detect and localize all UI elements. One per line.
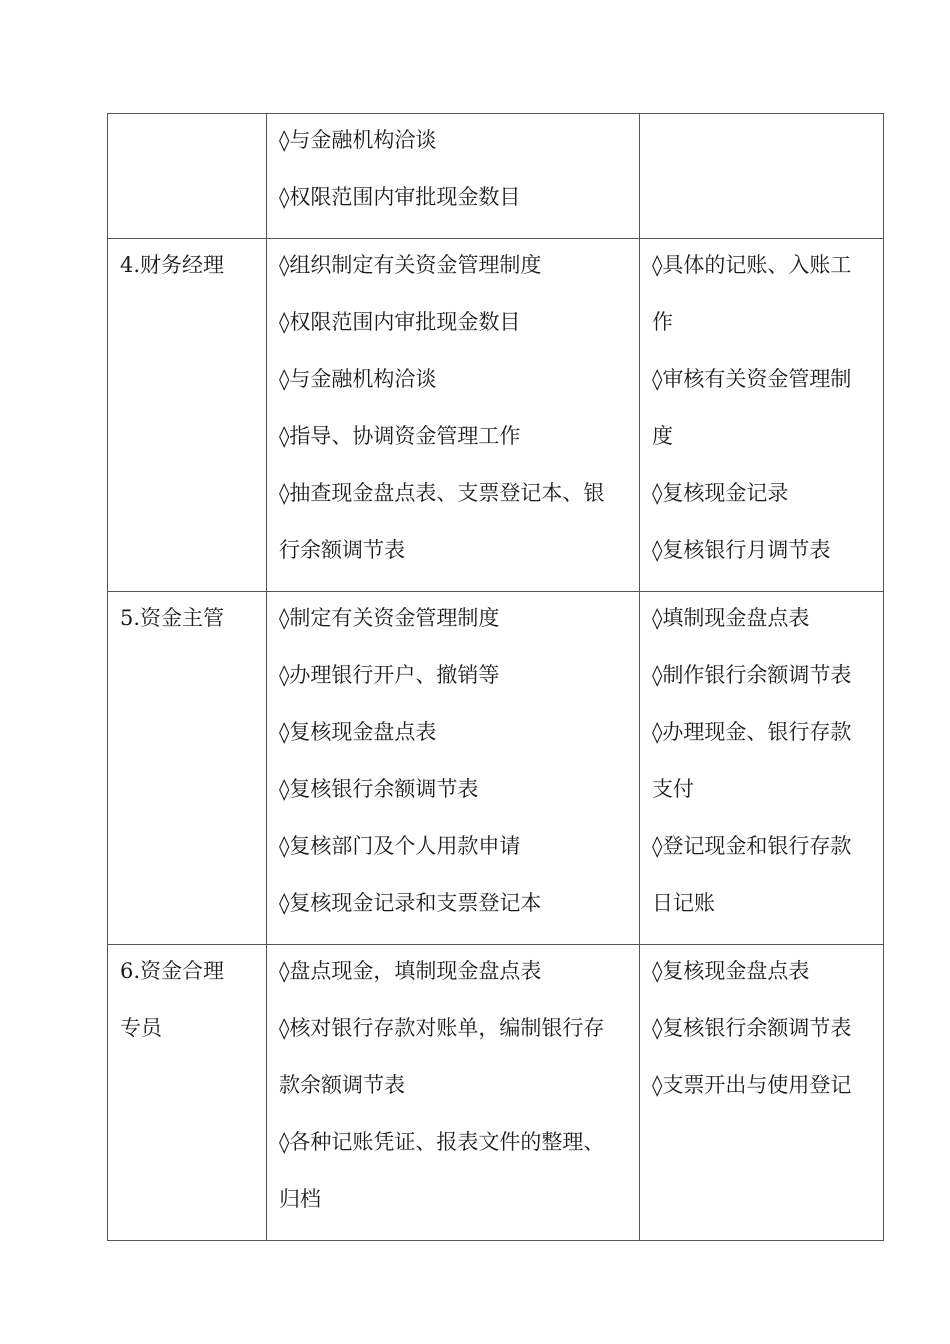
table-line: ◊指导、协调资金管理工作 [279, 424, 521, 448]
table-line: ◊复核现金盘点表 [652, 959, 810, 983]
table-line: 作 [652, 310, 673, 334]
table-line: ◊填制现金盘点表 [652, 606, 810, 630]
table-line: ◊登记现金和银行存款 [652, 834, 852, 858]
responsibilities-cell [267, 114, 640, 239]
table-line: ◊与金融机构洽谈 [279, 367, 437, 391]
table-line: 归档 [279, 1187, 321, 1211]
role-cell [108, 239, 267, 592]
table-row [108, 592, 884, 945]
incompatible-cell [640, 592, 884, 945]
table-line: ◊复核部门及个人用款申请 [279, 834, 521, 858]
table-line: ◊办理现金、银行存款 [652, 720, 852, 744]
table-row [108, 239, 884, 592]
table-line: ◊复核现金记录 [652, 481, 789, 505]
table-line: ◊复核银行余额调节表 [652, 1016, 852, 1040]
table-line: ◊与金融机构洽谈 [279, 128, 437, 152]
table-line: 日记账 [652, 891, 715, 915]
table-line: ◊制定有关资金管理制度 [279, 606, 500, 630]
table-line: ◊复核现金盘点表 [279, 720, 437, 744]
table-line: ◊盘点现金，填制现金盘点表 [279, 959, 542, 983]
table-row [108, 945, 884, 1241]
table-line: ◊权限范围内审批现金数目 [279, 310, 521, 334]
responsibilities-cell [267, 239, 640, 592]
table-line: ◊权限范围内审批现金数目 [279, 185, 521, 209]
table-line: 度 [652, 424, 673, 448]
responsibilities-cell [267, 592, 640, 945]
role-cell [108, 945, 267, 1241]
table-line: ◊办理银行开户、撤销等 [279, 663, 500, 687]
table-line: 专员 [120, 1016, 162, 1040]
table-line: 4.财务经理 [120, 253, 225, 277]
table-line: ◊复核银行余额调节表 [279, 777, 479, 801]
incompatible-cell [640, 114, 884, 239]
table-line: ◊制作银行余额调节表 [652, 663, 852, 687]
role-cell [108, 114, 267, 239]
table-line: 款余额调节表 [279, 1073, 405, 1097]
table-line: 5.资金主管 [120, 606, 225, 630]
table-line: ◊核对银行存款对账单，编制银行存 [279, 1016, 605, 1040]
table-row [108, 114, 884, 239]
role-cell [108, 592, 267, 945]
table-line: ◊组织制定有关资金管理制度 [279, 253, 542, 277]
responsibilities-cell [267, 945, 640, 1241]
table-line: ◊复核银行月调节表 [652, 538, 831, 562]
table-line: 支付 [652, 777, 694, 801]
table-line: 6.资金合理 [120, 959, 225, 983]
table-line: ◊各种记账凭证、报表文件的整理、 [279, 1130, 605, 1154]
incompatible-cell [640, 239, 884, 592]
table-line: ◊审核有关资金管理制 [652, 367, 852, 391]
table-line: 行余额调节表 [279, 538, 405, 562]
table-line: ◊复核现金记录和支票登记本 [279, 891, 542, 915]
table-line: ◊具体的记账、入账工 [652, 253, 852, 277]
table-line: ◊支票开出与使用登记 [652, 1073, 852, 1097]
incompatible-cell [640, 945, 884, 1241]
duty-table [107, 113, 884, 1241]
table-line: ◊抽查现金盘点表、支票登记本、银 [279, 481, 605, 505]
